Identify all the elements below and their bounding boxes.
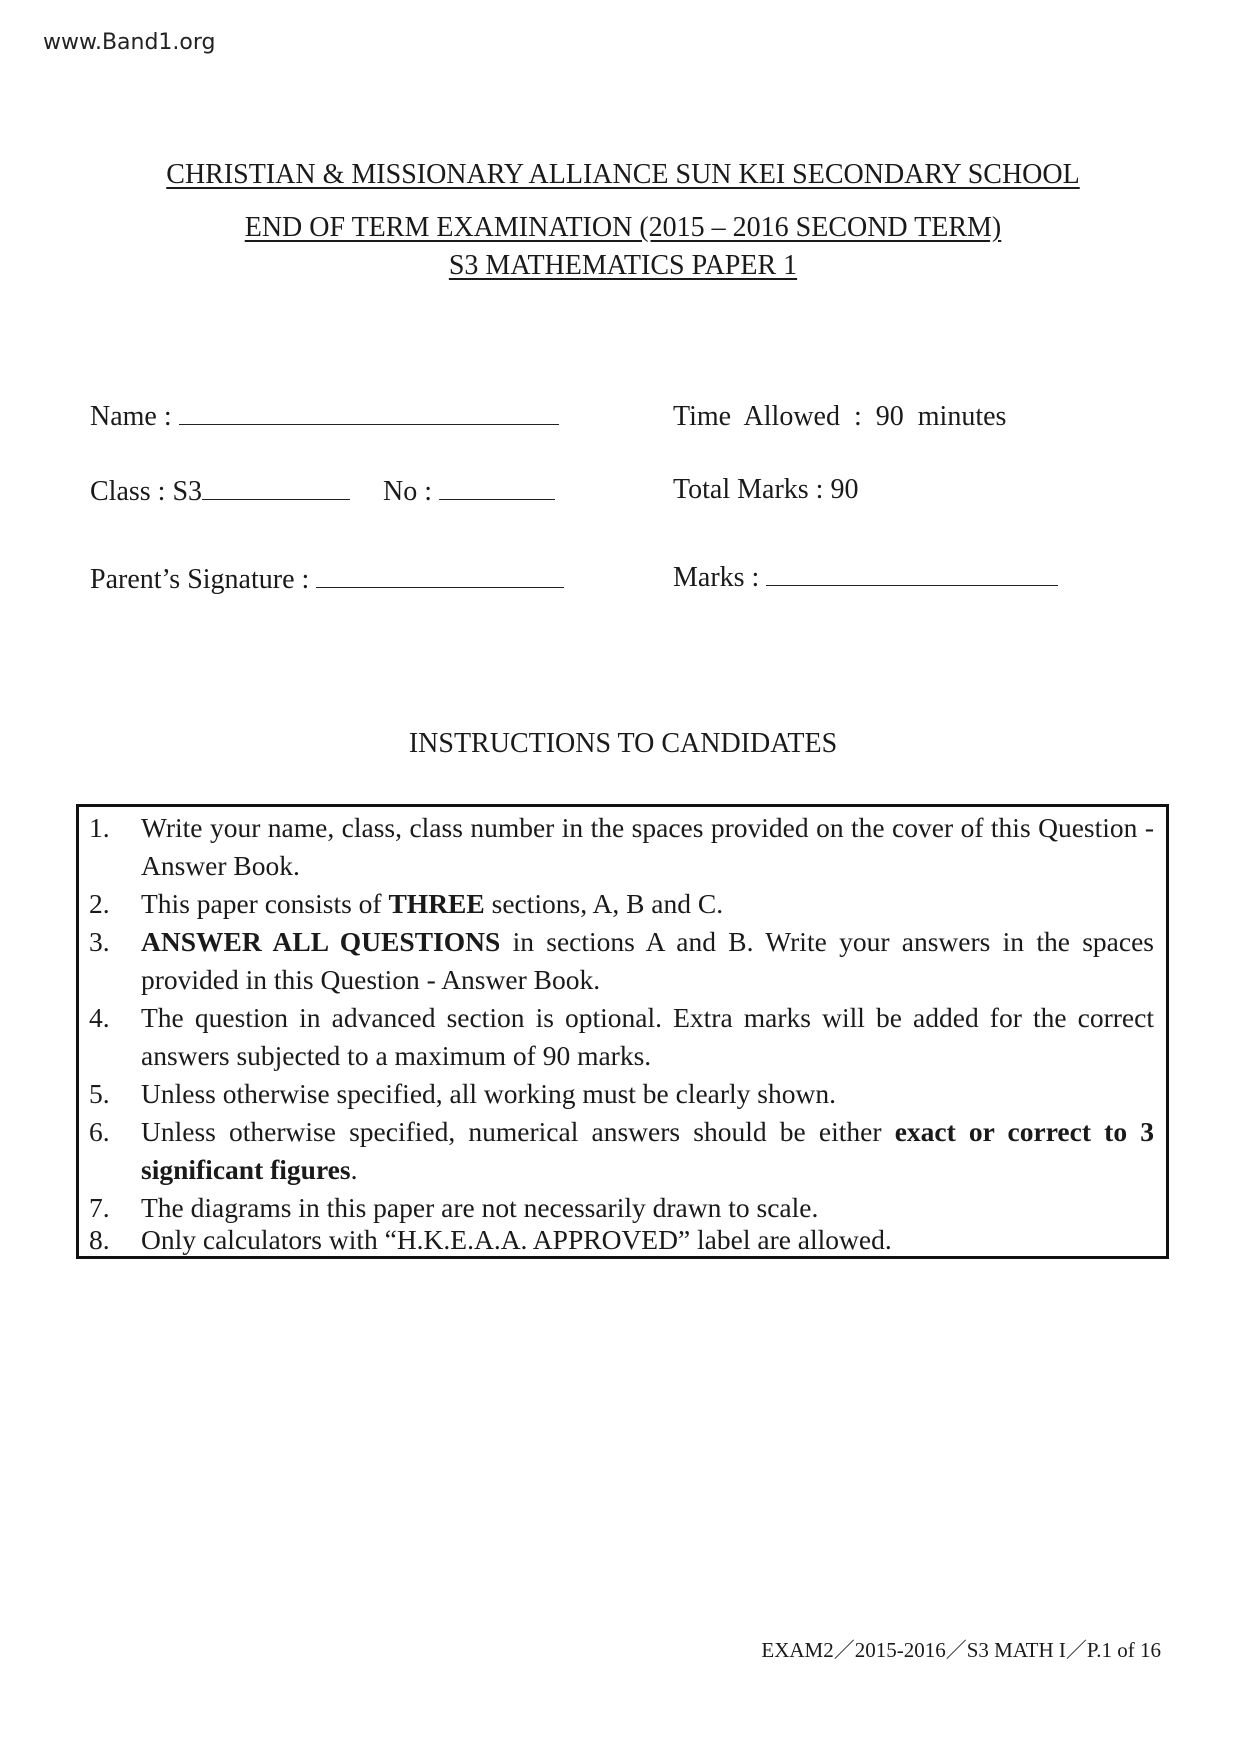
text-part: . (350, 1154, 358, 1185)
item-number: 8. (89, 1224, 110, 1255)
item-number: 1. (89, 812, 110, 843)
watermark-url: www.Band1.org (43, 30, 216, 55)
parent-signature-label: Parent’s Signature : (90, 564, 310, 595)
instructions-box (76, 804, 1169, 1259)
parent-signature-blank[interactable] (316, 565, 564, 588)
class-field[interactable] (90, 476, 350, 508)
item-text: Only calculators with “H.K.E.A.A. APPROVED” label are allowed. (141, 1224, 892, 1255)
item-number: 3. (89, 926, 110, 957)
item-number: 2. (89, 888, 110, 919)
marks-blank[interactable] (766, 563, 1058, 586)
item-text: The diagrams in this paper are not necessarily drawn to scale. (141, 1192, 819, 1223)
school-name: CHRISTIAN & MISSIONARY ALLIANCE SUN KEI SECONDARY SCHOOL (166, 159, 1080, 190)
text-part: sections, A, B and C. (484, 888, 724, 919)
instruction-item (89, 809, 1154, 885)
instruction-item (89, 1075, 1154, 1113)
instruction-item (89, 1113, 1154, 1189)
time-allowed: Time Allowed : 90 minutes (673, 401, 1007, 432)
instruction-item (89, 999, 1154, 1075)
class-blank[interactable] (202, 477, 350, 500)
item-text: Unless otherwise specified, all working must be clearly shown. (141, 1078, 836, 1109)
instruction-item (89, 885, 1154, 923)
text-part: in sections A and B. Write your answers in the spaces provided in this Question - Answer Book. (141, 926, 1154, 995)
text-part: Unless otherwise specified, numerical answers should be either (141, 1116, 895, 1147)
instruction-item (89, 1221, 1154, 1259)
item-text (141, 923, 1154, 999)
bold-text: exact or correct to 3 significant figures (141, 1116, 1154, 1185)
name-field[interactable] (90, 401, 559, 433)
item-text: The question in advanced section is optional. Extra marks will be added for the correct answers subjected to a maximum of 90 marks. (141, 1002, 1154, 1071)
marks-label: Marks : (673, 562, 760, 593)
class-label: Class : S3 (90, 476, 203, 507)
marks-field[interactable] (673, 562, 1058, 594)
page-footer: EXAM2／2015-2016／S3 MATH I／P.1 of 16 (761, 1638, 1161, 1662)
item-text: Write your name, class, class number in the spaces provided on the cover of this Question - Answer Book. (141, 812, 1154, 881)
instructions-heading: INSTRUCTIONS TO CANDIDATES (408, 728, 838, 759)
name-blank[interactable] (179, 402, 559, 425)
item-text (141, 885, 1154, 923)
item-number: 6. (89, 1116, 110, 1147)
number-field[interactable] (383, 476, 555, 508)
bold-text: THREE (388, 888, 485, 919)
item-number: 5. (89, 1078, 110, 1109)
item-number: 4. (89, 1002, 110, 1033)
item-number: 7. (89, 1192, 110, 1223)
paper-title: S3 MATHEMATICS PAPER 1 (448, 250, 798, 281)
parent-signature-field[interactable] (90, 564, 564, 596)
number-blank[interactable] (439, 477, 555, 500)
number-label: No : (383, 476, 432, 507)
bold-text: ANSWER ALL QUESTIONS (141, 926, 501, 957)
name-label: Name : (90, 401, 172, 432)
instruction-item (89, 923, 1154, 999)
exam-title: END OF TERM EXAMINATION (2015 – 2016 SECOND TERM) (244, 212, 1002, 243)
total-marks: Total Marks : 90 (673, 474, 859, 505)
item-text (141, 1113, 1154, 1189)
text-part: This paper consists of (141, 888, 389, 919)
